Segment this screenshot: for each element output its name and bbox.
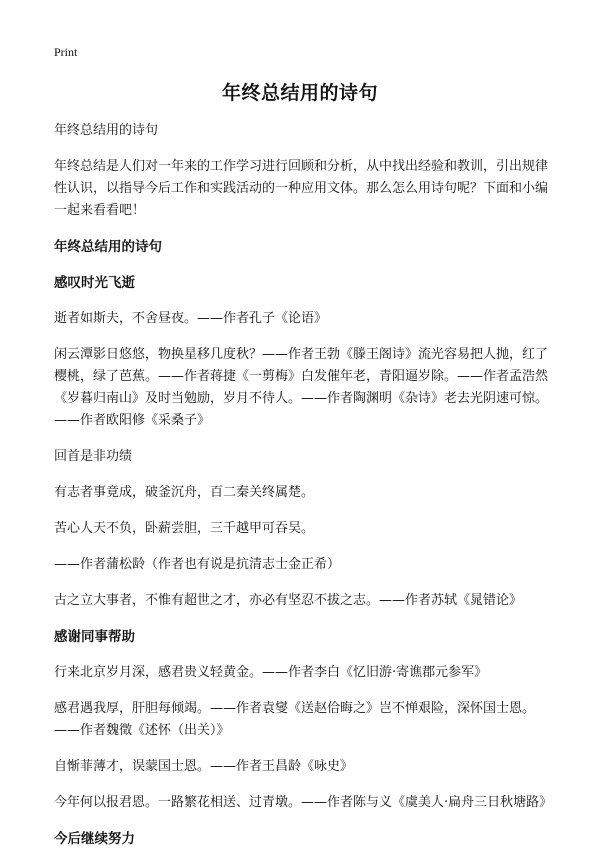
subsection-heading: 感叹时光飞逝 (54, 275, 135, 291)
print-link[interactable]: Print (54, 45, 78, 59)
poem-paragraph: 有志者事竟成，破釜沉舟，百二秦关终属楚。 (54, 485, 315, 500)
poem-paragraph: ——作者蒲松龄（作者也有说是抗清志士金正希） (54, 557, 341, 572)
section-heading: 年终总结用的诗句 (54, 239, 162, 255)
poem-paragraph: 闲云潭影日悠悠，物换星移几度秋？——作者王勃《滕王阁诗》流光容易把人抛，红了樱桃，绿了芭蕉。——作者蒋捷《一剪梅》白发催年老，青阳逼岁除。——作者孟浩然《岁暮归南山》及时当勉励，岁月不待人。——作者陶渊明《杂诗》老去光阴速可惊。——作者欧阳修《采桑子》 (54, 347, 549, 428)
poem-paragraph: 逝者如斯夫，不舍昼夜。——作者孔子《论语》 (54, 311, 328, 326)
subsection-heading: 感谢同事帮助 (54, 629, 135, 645)
poem-paragraph: 今年何以报君恩。一路繁花相送、过青墩。——作者陈与义《虞美人·扁舟三日秋塘路》 (54, 795, 553, 810)
article-subtitle: 年终总结用的诗句 (54, 123, 159, 138)
intro-paragraph: 年终总结是人们对一年来的工作学习进行回顾和分析，从中找出经验和教训，引出规律性认识，以指导今后工作和实践活动的一种应用文体。那么怎么用诗句呢？下面和小编一起来看看吧！ (54, 159, 549, 218)
poem-paragraph: 行来北京岁月深，感君贵义轻黄金。——作者李白《忆旧游·寄谯郡元参军》 (54, 665, 488, 680)
poem-paragraph: 自惭菲薄才，误蒙国士恩。——作者王昌龄《咏史》 (54, 759, 354, 774)
poem-paragraph: 感君遇我厚，肝胆每倾竭。——作者袁燮《送赵佮晦之》岂不惮艰险，深怀国士恩。——作者魏徵《述怀（出关）》 (54, 701, 536, 738)
poem-paragraph: 苦心人天不负，卧薪尝胆，三千越甲可吞吴。 (54, 521, 315, 536)
subsection-heading: 今后继续努力 (54, 831, 135, 847)
poem-paragraph: 古之立大事者，不惟有超世之才，亦必有坚忍不拔之志。——作者苏轼《晁错论》 (54, 593, 523, 608)
page-title: 年终总结用的诗句 (221, 82, 378, 104)
subsection-label: 回首是非功绩 (54, 449, 133, 464)
article-body (54, 120, 554, 864)
